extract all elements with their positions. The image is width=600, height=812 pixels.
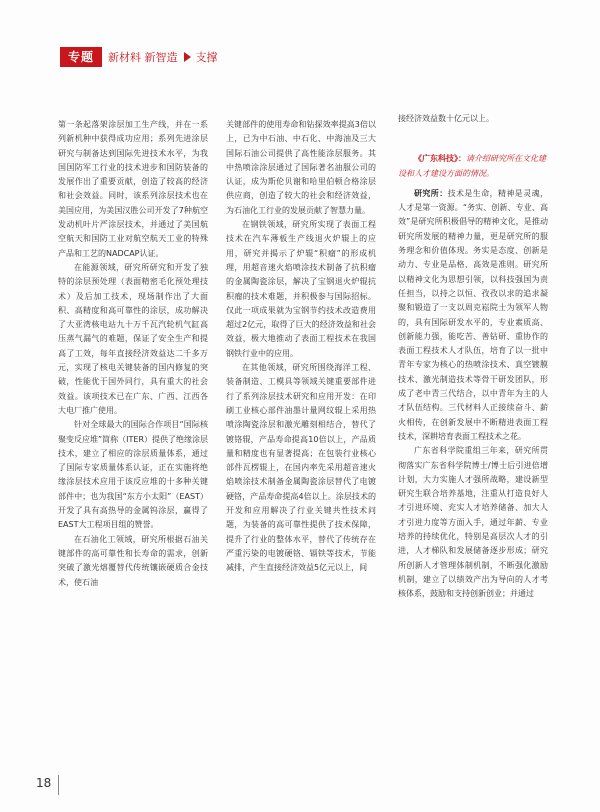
paragraph	[398, 187, 548, 444]
section-badge: 专题	[60, 47, 102, 67]
paragraph: 在能源领域，研究所研究和开发了独特的涂层预处理（表面精密毛化预处理技术）及后加工技术，现场制作出了大面积、高精度和高可靠性的涂层，成功解决了大亚湾核电站九十万千瓦汽轮机气缸高压蒸气漏气的难题，保证了安全生产和提高了工效，每年直接经济效益达二千多万元，实现了核电关键装备的国内修复的突破，性能优于国外同行，具有重大的社会效益。该项技术已在广东、广西、江西各大电厂推广使用。	[58, 262, 208, 415]
paragraph: 广东省科学院重组三年来，研究所贯彻落实广东省科学院博士/博士后引进倍增计划，大力实施人才强所战略，建设新型研究生联合培养基地，注重从打造良好人才引进环境、充实人才培养储备、加大人才引进力度等方面入手，通过年薪、专业培养的持续优化，特别是高层次人才的引进，人才梯队和发展储备逐步形成；研究所创新人才管理体制机制，不断强化激励机制，建立了以绩效产出为导向的人才考核体系，鼓励和支持创新创业；并通过	[398, 446, 548, 599]
paragraph: 在石油化工领域，研究所根据石油关键部件的高可靠性和长寿命的需求，创新突破了激光熔覆替代传统镶嵌硬质合金技术，使石油	[58, 534, 208, 587]
paragraph: 在钢铁领域，研究所实现了表面工程技术在汽车薄板生产线退火炉辊上的应用，研究并揭示了炉辊“积瘤”的形成机理，用超音速火焰喷涂技术制备了抗积瘤的金属陶瓷涂层，解决了宝钢退火炉辊抗积瘤的技术难题，并积极参与国际招标。仅此一项成果就为宝钢节约技术改造费用超过2亿元，取得了巨大的经济效益和社会效益，极大地推动了表面工程技术在我国钢铁行业中的应用。	[226, 220, 376, 358]
paragraph: 针对全球最大的国际合作项目“国际核聚变反应堆”简称（ITER）提供了绝缘涂层技术，建立了相应的涂层质量体系，通过了国际专家质量体系认证，正在实施将绝缘涂层技术应用于该反应堆的十多种关键部件中；也为我国“东方小太阳”（EAST）开发了具有高热导的金属钨涂层，赢得了EAST大工程项目组的赞誉。	[58, 420, 209, 530]
question-text: 请介绍研究所在文化建设和人才建设方面的情况。	[398, 154, 546, 178]
paragraph: 第一条起落架涂层加工生产线，并在一系列新机种中获得成功应用；系列先进涂层研究与制备达到国际先进技术水平，为我国国防军工行业的技术进步和国防装备的发展作出了重要贡献，创造了较高的经济和社会效益。同时，该系列涂层技术也在美国应用，为美国汉胜公司开发了7种航空发动机叶片严涂层技术，并通过了美国航空航天和国防工业对航空航天工业的特殊产品和工艺的NADCAP认证。	[58, 120, 208, 258]
page-divider	[58, 775, 59, 795]
text-column-2	[226, 118, 376, 576]
question-source: 《广东科技》：	[414, 154, 466, 164]
answer-text: 技术是生命，精神是灵魂，人才是第一资源。“务实、创新、专业、高效”是研究所积极倡导的精神文化，是推动研究所发展的精神力量，更是研究所的服务理念和价值体现。务实是态度、创新是动力、专业是品格、高效是准则。研究所以精神文化为思想引领，以科技强国为责任担当，以持之以恒、孜孜以求的追求凝聚和锻造了一支以周克崧院士为领军人物的，具有国际研发水平的，专业素质高、创新能力强，能吃苦、善钻研、重协作的表面工程技术人才队伍，培育了以一批中青年专家为核心的热喷涂技术、真空镀膜技术、激光制造技术等骨干研发团队，形成了老中青三代结合，以中青年为主的人才队伍结构。三代材料人正接续奋斗、薪火相传，在创新发展中不断精进表面工程技术，深耕培育表面工程技术之花。	[398, 188, 549, 441]
paragraph: 在其他领域，研究所围绕海洋工程、装备制造、工模具等领域关键重要部件进行了系列涂层技术研究和应用开发：在印刷工业核心部件油墨计量网纹辊上采用热喷涂陶瓷涂层和激光雕刻相结合，替代了镀铬辊，产品寿命提高10倍以上，产品质量和精度也有显著提高；在包装行业核心部件瓦楞辊上，在国内率先采用超音速火焰喷涂技术制备金属陶瓷涂层替代了电镀硬铬，产品寿命提高4倍以上。涂层技术的开发和应用解决了行业关键共性技术问题，为装备的高可靠性提供了技术保障，提升了行业的整体水平，替代了传统存在严重污染的电镀硬铬、镉铁等技术，节能减排，产生直接经济效益5亿元以上，间	[226, 363, 376, 573]
interview-question	[398, 152, 548, 181]
arrow-right-icon	[184, 52, 191, 62]
section-header	[60, 46, 218, 68]
paragraph: 接经济效益数十亿元以上。	[398, 114, 494, 123]
paragraph: 关键部件的使用寿命和钻探效率提高3倍以上，已为中石油、中石化、中海油及三大国际石油公司提供了高性能涂层服务。其中热喷涂涂层通过了国际著名油服公司的认证，成为斯伦贝谢和哈里伯顿合格涂层供应商，创造了较大的社会和经济效益，为石油化工行业的发展贡献了智慧力量。	[226, 120, 376, 215]
text-column-1	[58, 118, 208, 590]
answer-label: 研究所：	[414, 188, 448, 198]
section-subtitle: 新材料 新智造	[108, 51, 178, 64]
page-number: 18	[36, 776, 52, 790]
text-column-3	[398, 112, 548, 602]
section-support: 支撑	[195, 51, 218, 64]
